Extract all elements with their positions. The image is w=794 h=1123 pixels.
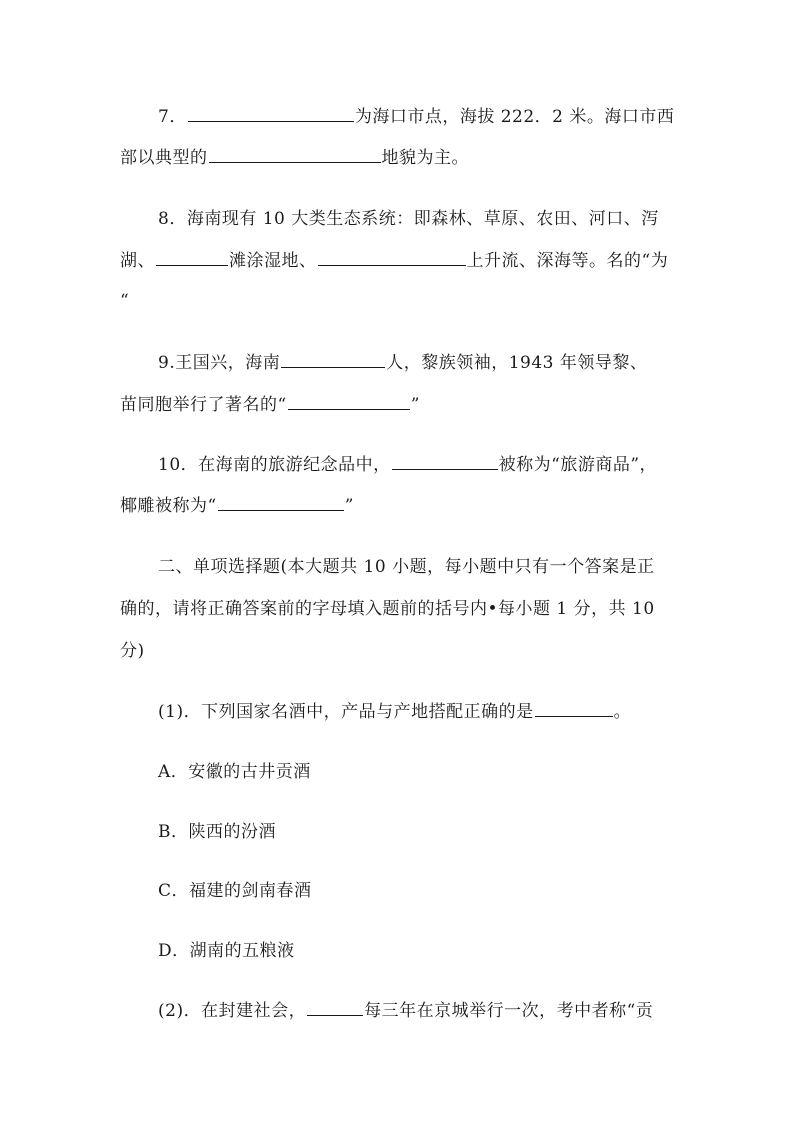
mc2-stem-text: (2)．在封建社会， (158, 1001, 307, 1021)
q9-blank-2[interactable] (288, 394, 410, 410)
q8-text-5: “ (120, 291, 130, 311)
q8-text-2: 湖、 (120, 251, 155, 271)
q8-text-3: 滩涂湿地、 (229, 251, 317, 271)
q10-blank-1[interactable] (392, 454, 498, 470)
mc2-stem-end: 每三年在京城举行一次，考中者称“贡 (364, 1001, 654, 1021)
section2-text-1: 二、单项选择题(本大题共 10 小题，每小题中只有一个答案是正 (158, 557, 655, 577)
mc2-answer-blank[interactable] (307, 1000, 363, 1016)
q9-text-1: 9.王国兴，海南 (158, 353, 281, 373)
q7-text-2: 部以典型的 (120, 148, 208, 168)
mc2-stem (158, 1000, 653, 1022)
q7-text-1: 为海口市点，海拔 222．2 米。海口市西 (354, 107, 675, 127)
mc1-stem (158, 701, 631, 723)
q9-text-3: 苗同胞举行了著名的“ (120, 395, 287, 415)
q9-blank-1[interactable] (281, 352, 385, 368)
q10-text-2: 被称为“旅游商品”， (498, 455, 658, 475)
mc1-stem-text: (1)．下列国家名酒中，产品与产地搭配正确的是 (158, 702, 534, 722)
mc1-option-d-text: D．湖南的五粮液 (158, 941, 295, 961)
mc1-stem-end: 。 (613, 702, 632, 722)
q7-text-3: 地貌为主。 (381, 148, 469, 168)
q8-line3 (120, 290, 129, 312)
q8-text-1: 8．海南现有 10 大类生态系统：即森林、草原、农田、河口、泻 (158, 209, 659, 229)
q8-text-4: 上升流、深海等。名的“为 (466, 251, 669, 271)
q7-blank-1[interactable] (188, 106, 354, 122)
q8-line2 (120, 250, 668, 272)
section2-line1 (158, 556, 655, 578)
q7-line1 (158, 106, 674, 128)
q10-line2 (120, 495, 354, 517)
q7-number: 7． (158, 107, 187, 127)
q10-text-4: ” (344, 496, 354, 516)
q8-blank-2[interactable] (318, 250, 466, 266)
q7-blank-2[interactable] (209, 147, 381, 163)
q10-line1 (158, 454, 657, 476)
q8-line1 (158, 208, 659, 230)
section2-line2 (120, 598, 655, 620)
q9-line1 (158, 352, 647, 374)
q8-blank-1[interactable] (156, 250, 228, 266)
section2-text-2: 确的，请将正确答案前的字母填入题前的括号内•每小题 1 分，共 10 (120, 599, 655, 619)
q9-text-4: ” (410, 395, 420, 415)
section2-line3 (120, 640, 145, 662)
q10-blank-2[interactable] (218, 495, 344, 511)
q9-text-2: 人，黎族领袖，1943 年领导黎、 (386, 353, 648, 373)
mc1-option-c-text: C．福建的剑南春酒 (158, 881, 312, 901)
mc1-option-a-text: A．安徽的古井贡酒 (158, 762, 311, 782)
mc1-option-d[interactable] (158, 940, 295, 962)
mc1-option-b-text: B．陕西的汾酒 (158, 822, 276, 842)
q9-line2 (120, 394, 420, 416)
q10-text-1: 10．在海南的旅游纪念品中， (158, 455, 391, 475)
mc1-answer-blank[interactable] (535, 701, 613, 717)
q10-text-3: 椰雕被称为“ (120, 496, 217, 516)
section2-text-3: 分) (120, 641, 145, 661)
mc1-option-c[interactable] (158, 880, 312, 902)
q7-line2 (120, 147, 469, 169)
mc1-option-b[interactable] (158, 821, 276, 843)
mc1-option-a[interactable] (158, 761, 311, 783)
